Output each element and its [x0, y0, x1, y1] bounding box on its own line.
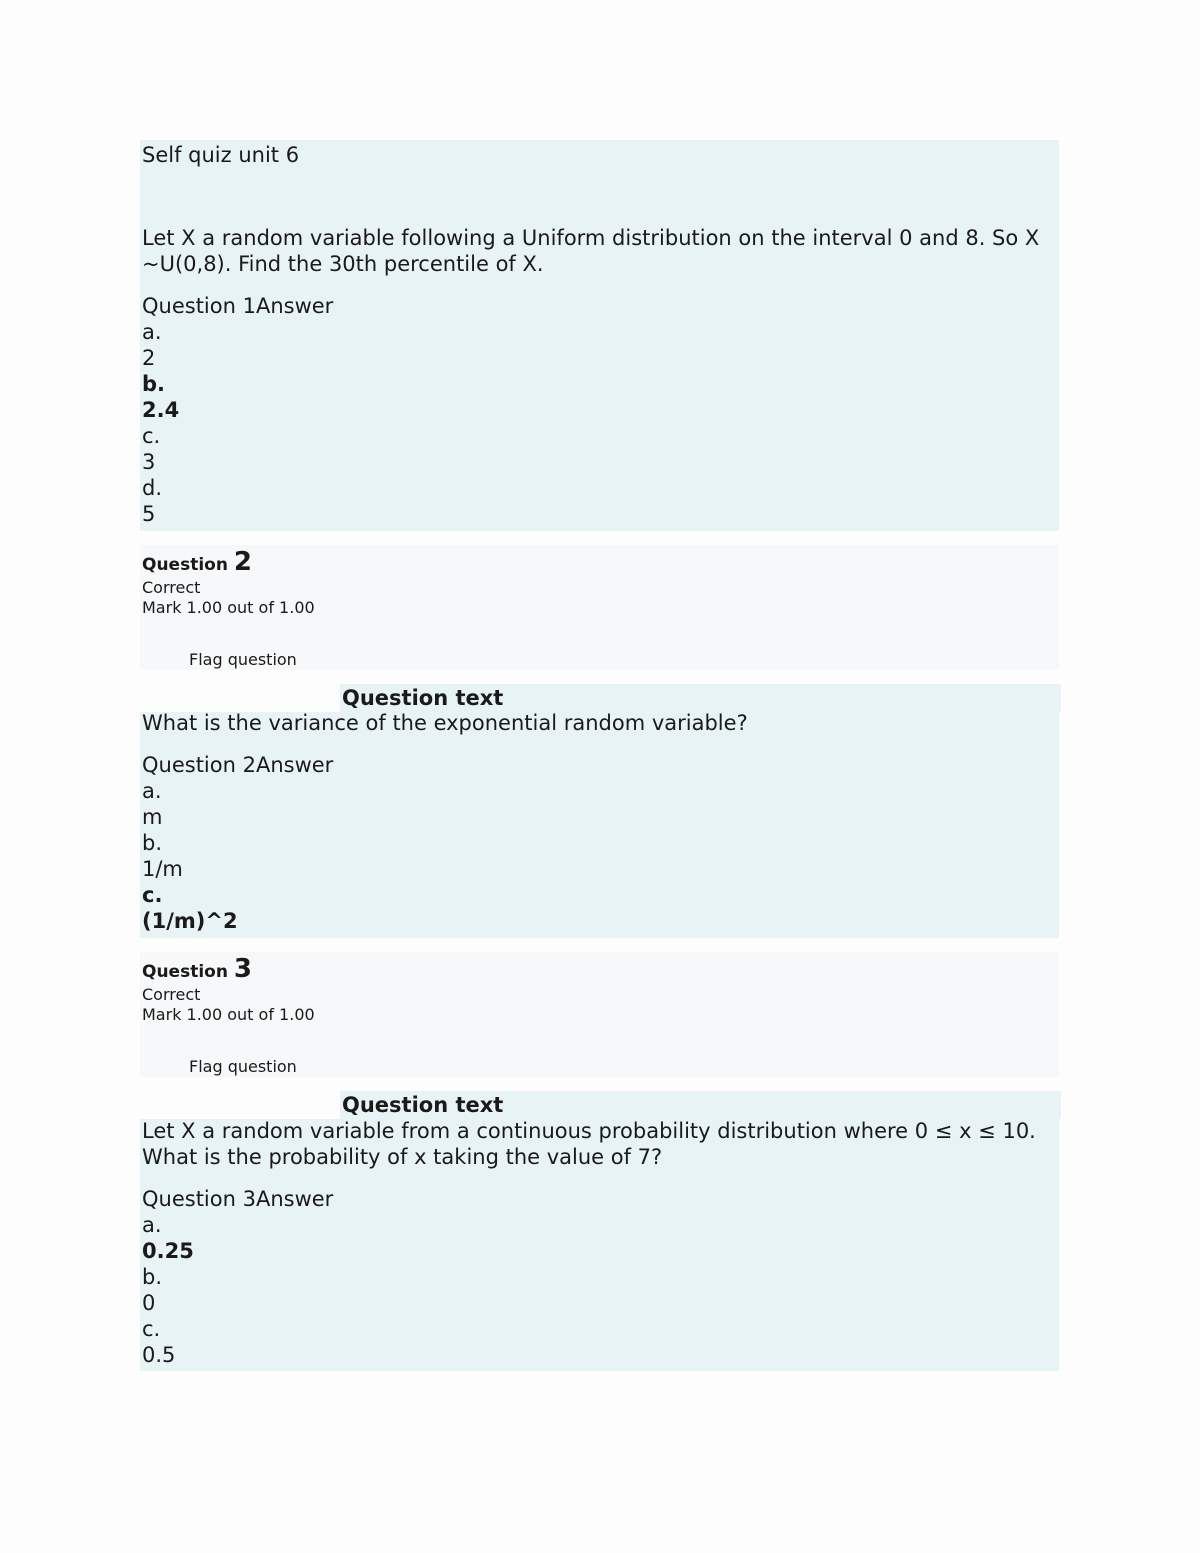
option-letter[interactable]: c. — [142, 424, 161, 448]
option-letter[interactable]: a. — [142, 1213, 162, 1237]
question-2-block — [140, 712, 1059, 938]
option-value[interactable]: 0 — [142, 1291, 156, 1315]
question-mark: Mark 1.00 out of 1.00 — [142, 1005, 315, 1024]
question-2-options — [140, 778, 1059, 934]
question-text-heading: Question text — [340, 1091, 1061, 1119]
option-letter[interactable]: a. — [142, 779, 162, 803]
question-3-heading — [140, 956, 1059, 985]
option-value[interactable]: m — [142, 805, 163, 829]
question-3-text-header — [140, 1091, 1061, 1119]
question-2-answer-label: Question 2Answer — [142, 753, 334, 777]
question-3-text: Let X a random variable from a continuous probability distribution where 0 ≤ x ≤ 10. What is the probability of x taking the value of 7? — [142, 1119, 1036, 1169]
question-1-answer-label: Question 1Answer — [142, 294, 334, 318]
question-number: 2 — [233, 547, 252, 577]
question-2-text: What is the variance of the exponential random variable? — [142, 711, 748, 735]
question-2-info — [140, 545, 1059, 670]
question-1-options — [140, 319, 1059, 527]
question-3-info — [140, 952, 1059, 1077]
option-value[interactable]: 5 — [142, 502, 156, 526]
question-mark: Mark 1.00 out of 1.00 — [142, 598, 315, 617]
option-letter[interactable]: b. — [142, 1265, 163, 1289]
question-status: Correct — [142, 985, 201, 1004]
option-value-selected[interactable]: 0.25 — [142, 1239, 194, 1263]
option-value[interactable]: 1/m — [142, 857, 183, 881]
option-letter[interactable]: d. — [142, 476, 163, 500]
option-value-selected[interactable]: 2.4 — [142, 398, 180, 422]
option-value[interactable]: 2 — [142, 346, 156, 370]
flag-question-link[interactable]: Flag question — [189, 650, 297, 669]
option-letter-selected[interactable]: c. — [142, 883, 163, 907]
page-title: Self quiz unit 6 — [142, 143, 300, 167]
question-label: Question — [142, 962, 228, 982]
option-letter[interactable]: c. — [142, 1317, 161, 1341]
option-letter[interactable]: b. — [142, 831, 163, 855]
question-text-heading: Question text — [340, 684, 1061, 712]
question-label: Question — [142, 555, 228, 575]
question-2-heading — [140, 549, 1059, 578]
question-3-answer-label: Question 3Answer — [142, 1187, 334, 1211]
option-letter-selected[interactable]: b. — [142, 372, 166, 396]
option-value[interactable]: 3 — [142, 450, 156, 474]
question-number: 3 — [233, 954, 252, 984]
option-value[interactable]: 0.5 — [142, 1343, 176, 1367]
question-1-text: Let X a random variable following a Uniform distribution on the interval 0 and 8. So X ~U(0,8). Find the 30th percentile of X. — [142, 226, 1040, 276]
question-3-block — [140, 1119, 1059, 1371]
option-letter[interactable]: a. — [142, 320, 162, 344]
flag-question-link[interactable]: Flag question — [189, 1057, 297, 1076]
question-status: Correct — [142, 578, 201, 597]
question-3-options — [140, 1212, 1059, 1368]
question-2-text-header — [140, 684, 1061, 712]
question-1-block — [140, 140, 1059, 531]
option-value-selected[interactable]: (1/m)^2 — [142, 909, 238, 933]
